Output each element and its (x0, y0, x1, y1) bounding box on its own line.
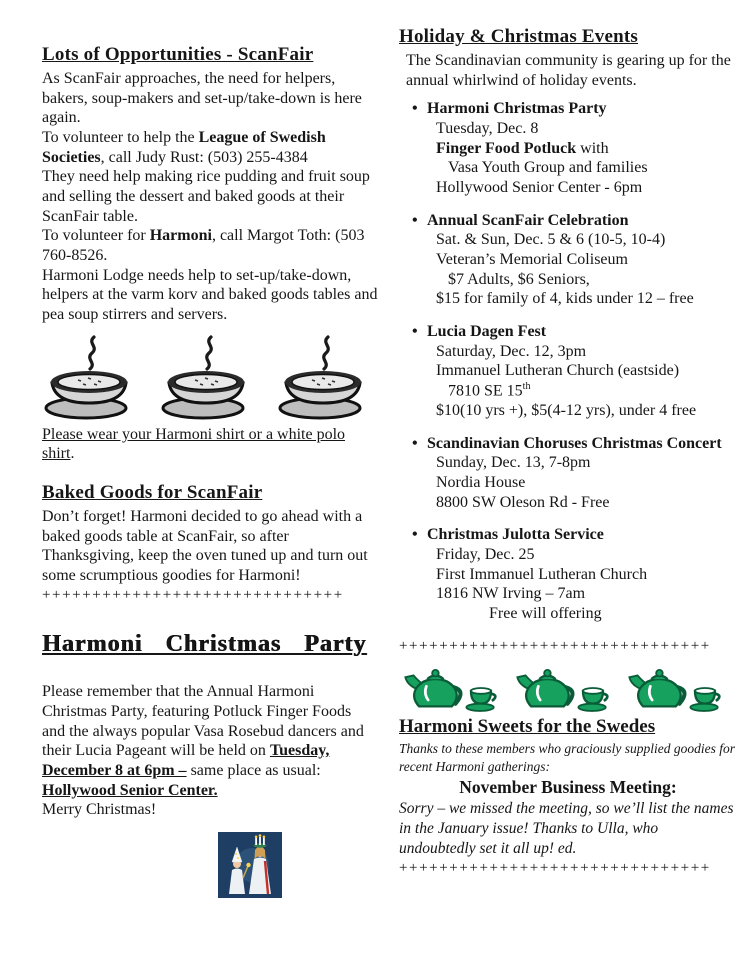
paragraph: As ScanFair approaches, the need for helpers, bakers, soup-makers and set-up/take-down is here again. (42, 70, 362, 127)
event-lucia-dagen-fest (399, 322, 737, 421)
bold-text-league: League of Swedish Societies (42, 129, 326, 166)
event-title: • Harmoni Christmas Party (427, 99, 737, 119)
event-line: $7 Adults, $6 Seniors, (448, 270, 590, 288)
event-title: • Scandinavian Choruses Christmas Concert (427, 434, 737, 454)
event-line: 1816 NW Irving – 7am (436, 585, 586, 603)
paragraph (42, 128, 378, 167)
event-line: Vasa Youth Group and families (448, 159, 648, 177)
teapot-and-cup-icon (511, 666, 613, 714)
text-run: To volunteer to help the (42, 129, 199, 147)
text-run: Please remember that the Annual Harmoni Christmas Party, featuring Potluck Finger Foods and the always popular Vasa Rosebud dancers and their Lucia Pageant will be held on (42, 683, 364, 760)
teapot-and-cup-icon (399, 666, 501, 714)
soup-bowl-icon (276, 333, 371, 421)
lucia-procession-icon (218, 832, 282, 898)
ordinal-superscript: th (522, 381, 531, 393)
underlined-text: Please wear your Harmoni shirt or a white polo shirt (42, 425, 346, 463)
teapot-image-row (399, 666, 737, 714)
lucia-image-wrap (218, 832, 282, 898)
plus-divider: ++++++++++++++++++++++++++++++ (42, 586, 344, 603)
paragraph: They need help making rice pudding and fruit soup and selling the dessert and baked goods at their ScanFair table. (42, 168, 370, 225)
paragraph (42, 682, 378, 800)
soup-bowl-icon (42, 333, 137, 421)
event-line: Tuesday, Dec. 8 (436, 120, 539, 138)
bold-underline-date: Tuesday, December 8 at 6pm – (42, 742, 330, 779)
text-run: with (576, 139, 609, 157)
text-run: , call Margot Toth: (503 760-8526. (42, 227, 365, 265)
event-title: • Annual ScanFair Celebration (427, 211, 737, 231)
right-column (399, 26, 737, 878)
event-line (448, 381, 737, 401)
meeting-heading: November Business Meeting: (459, 777, 677, 798)
section-heading-christmas-party: Harmoni Christmas Party (42, 631, 367, 658)
event-line: $15 for family of 4, kids under 12 – free (436, 290, 694, 308)
event-line: 8800 SW Oleson Rd - Free (436, 493, 610, 511)
event-line: First Immanuel Lutheran Church (436, 565, 648, 583)
soup-bowl-image-row (42, 333, 378, 421)
event-line: Hollywood Senior Center - 6pm (436, 179, 643, 197)
teapot-and-cup-icon (623, 666, 725, 714)
event-line (436, 139, 737, 159)
event-scandinavian-choruses-concert (399, 434, 737, 513)
event-christmas-julotta-service (399, 525, 737, 623)
text-run: 7810 SE 15 (448, 382, 523, 400)
event-line: Saturday, Dec. 12, 3pm (436, 342, 587, 360)
event-line: Nordia House (436, 474, 526, 492)
event-title: • Christmas Julotta Service (427, 525, 737, 545)
section-heading-baked-goods: Baked Goods for ScanFair (42, 482, 263, 504)
text-run: same place as usual: (186, 761, 321, 779)
paragraph: Don’t forget! Harmoni decided to go ahead with a baked goods table at ScanFair, so after Thanksgiving, keep the oven tuned up and turn out some scrumptious goodies for Harmoni! (42, 508, 368, 585)
intro-paragraph: The Scandinavian community is gearing up for the annual whirlwind of holiday events. (406, 52, 731, 89)
left-column (42, 44, 378, 898)
event-line: Friday, Dec. 25 (436, 546, 535, 564)
text-run: , call Judy Rust: (503) 255-4384 (100, 148, 308, 166)
event-line: Sunday, Dec. 13, 7-8pm (436, 454, 591, 472)
event-line: Veteran’s Memorial Coliseum (436, 251, 628, 269)
section-heading-sweets: Harmoni Sweets for the Swedes (399, 716, 656, 738)
text-run: . (70, 445, 75, 463)
event-line: $10(10 yrs +), $5(4-12 yrs), under 4 free (436, 402, 697, 420)
thanks-note: Thanks to these members who graciously supplied goodies for recent Harmoni gatherings: (399, 741, 735, 774)
event-scanfair-celebration (399, 211, 737, 309)
event-line: Sat. & Sun, Dec. 5 & 6 (10-5, 10-4) (436, 231, 666, 249)
paragraph: Harmoni Lodge needs help to set-up/take-down, helpers at the varm korv and baked goods tables and pea soup stirrers and servers. (42, 266, 378, 324)
editor-note: Sorry – we missed the meeting, so we’ll list the names in the January issue! Thanks to Ulla, who undoubtedly set it all up! ed. (399, 800, 734, 858)
text-run: To volunteer for (42, 227, 150, 245)
bold-underline-venue: Hollywood Senior Center. (42, 781, 218, 799)
shirt-reminder (42, 425, 378, 464)
event-harmoni-christmas-party (399, 99, 737, 197)
event-title: • Lucia Dagen Fest (427, 322, 737, 342)
merry-christmas-line: Merry Christmas! (42, 801, 157, 819)
bold-text-potluck: Finger Food Potluck (436, 139, 577, 157)
bold-text-harmoni: Harmoni (149, 227, 212, 245)
soup-bowl-icon (159, 333, 254, 421)
event-line: Free will offering (489, 605, 602, 623)
section-heading-holiday-events: Holiday & Christmas Events (399, 26, 639, 47)
event-list (399, 99, 737, 623)
event-line: Immanuel Lutheran Church (eastside) (436, 362, 680, 380)
paragraph (42, 226, 378, 265)
section-heading-scanfair-opportunities: Lots of Opportunities - ScanFair (42, 44, 314, 65)
plus-divider: +++++++++++++++++++++++++++++++ (399, 637, 711, 654)
plus-divider: +++++++++++++++++++++++++++++++ (399, 859, 711, 876)
